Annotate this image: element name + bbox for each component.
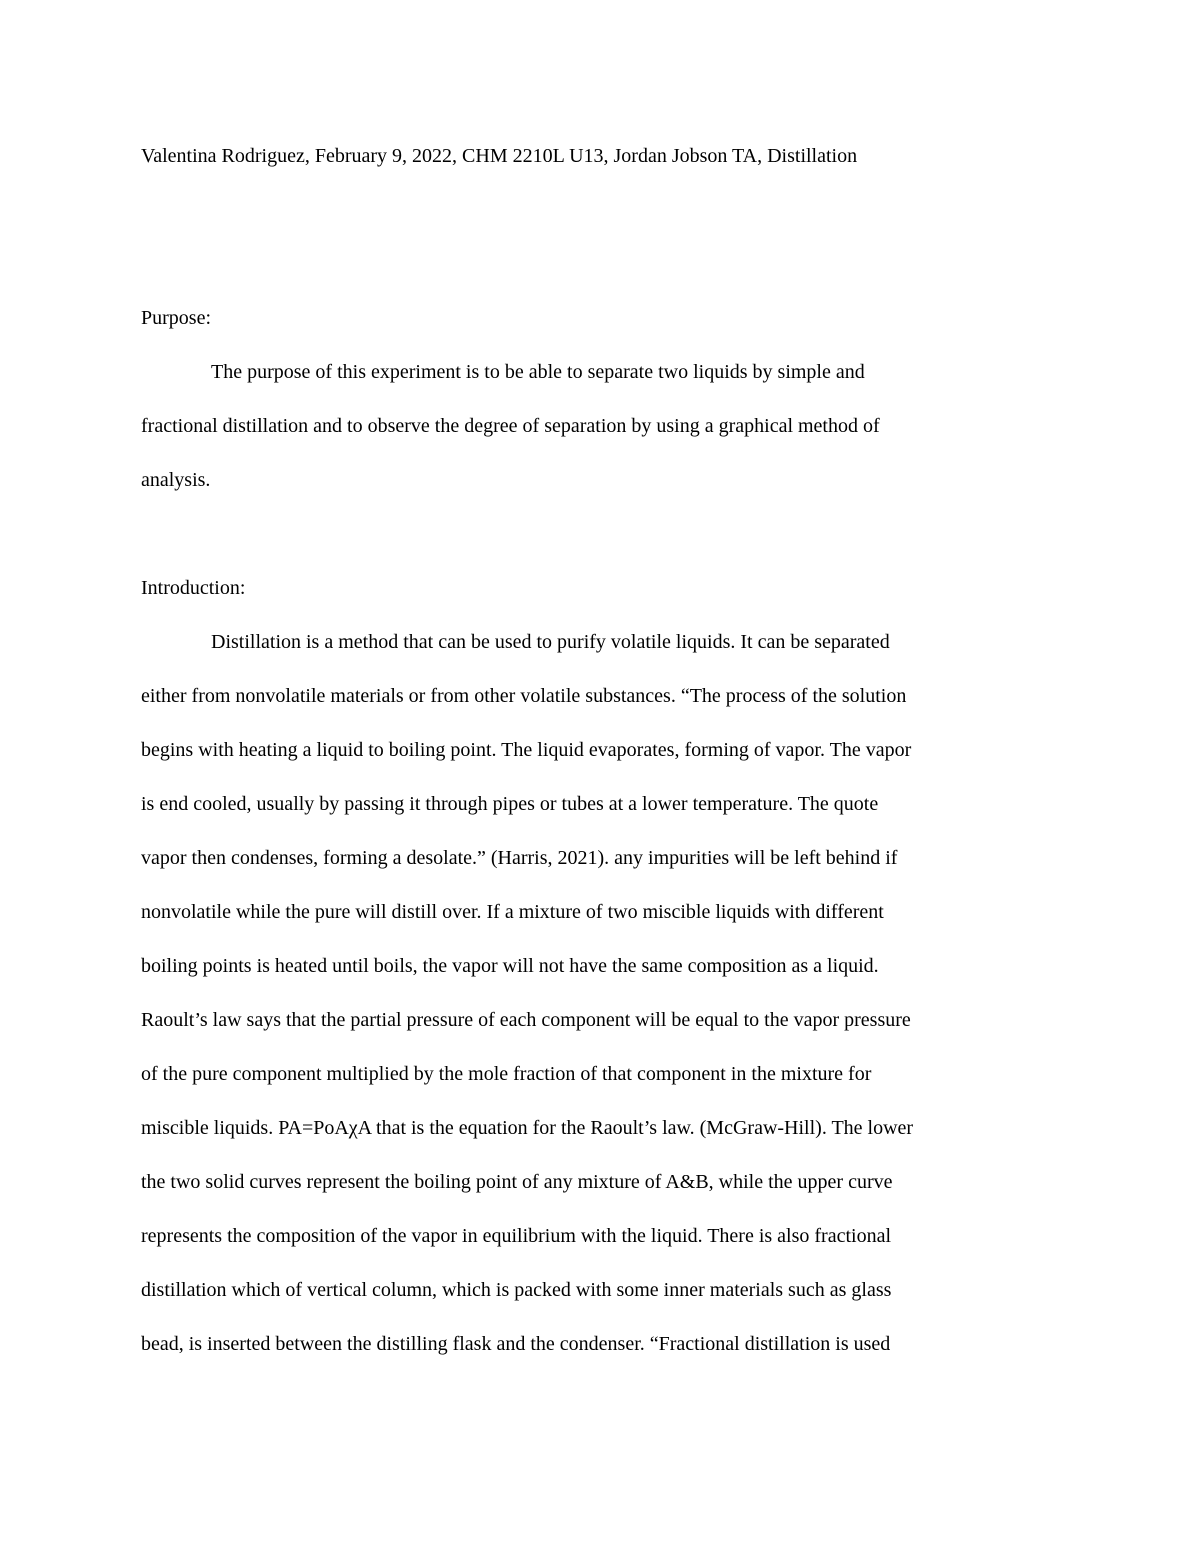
introduction-line-8: Raoult’s law says that the partial pressure of each component will be equal to the vapor pressure	[141, 1009, 911, 1031]
introduction-line-6: nonvolatile while the pure will distill over. If a mixture of two miscible liquids with different	[141, 901, 884, 923]
introduction-heading: Introduction:	[141, 577, 246, 599]
purpose-heading: Purpose:	[141, 307, 211, 329]
introduction-line-14: bead, is inserted between the distilling flask and the condenser. “Fractional distillation is used	[141, 1333, 891, 1355]
introduction-line-12: represents the composition of the vapor in equilibrium with the liquid. There is also fractional	[141, 1225, 892, 1247]
purpose-line-3: analysis.	[141, 469, 211, 491]
introduction-line-2: either from nonvolatile materials or from other volatile substances. “The process of the solution	[141, 685, 907, 707]
introduction-line-1: Distillation is a method that can be used to purify volatile liquids. It can be separated	[211, 631, 890, 653]
introduction-line-10: miscible liquids. PA=PoAχA that is the equation for the Raoult’s law. (McGraw-Hill). The lower	[141, 1117, 914, 1139]
introduction-line-5: vapor then condenses, forming a desolate.” (Harris, 2021). any impurities will be left behind if	[141, 847, 898, 869]
introduction-line-7: boiling points is heated until boils, the vapor will not have the same composition as a liquid.	[141, 955, 879, 977]
introduction-line-4: is end cooled, usually by passing it through pipes or tubes at a lower temperature. The quote	[141, 793, 879, 815]
purpose-line-1: The purpose of this experiment is to be able to separate two liquids by simple and	[211, 361, 865, 383]
purpose-line-2: fractional distillation and to observe the degree of separation by using a graphical method of	[141, 415, 880, 437]
introduction-line-11: the two solid curves represent the boiling point of any mixture of A&B, while the upper curve	[141, 1171, 893, 1193]
introduction-line-13: distillation which of vertical column, which is packed with some inner materials such as glass	[141, 1279, 892, 1301]
introduction-line-9: of the pure component multiplied by the mole fraction of that component in the mixture for	[141, 1063, 872, 1085]
header-line: Valentina Rodriguez, February 9, 2022, CHM 2210L U13, Jordan Jobson TA, Distillation	[141, 145, 858, 167]
introduction-line-3: begins with heating a liquid to boiling point. The liquid evaporates, forming of vapor. The vapor	[141, 739, 912, 761]
